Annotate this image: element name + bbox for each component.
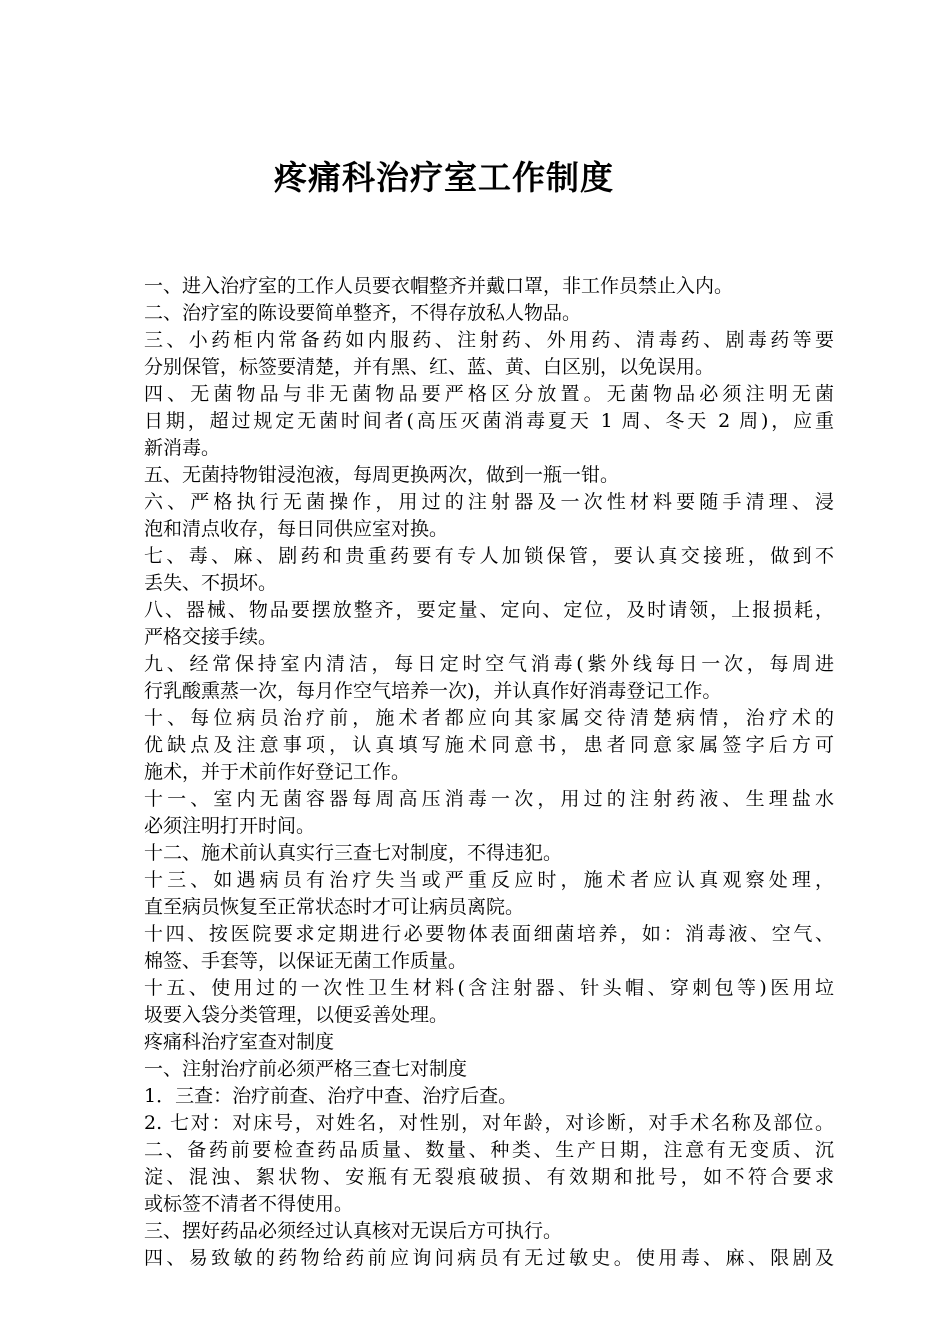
text-line: 棉签、手套等，以保证无菌工作质量。 <box>144 950 468 972</box>
text-line: 三、摆好药品必须经过认真核对无误后方可执行。 <box>144 1220 563 1242</box>
text-line: 十二、施术前认真实行三查七对制度，不得违犯。 <box>144 842 563 864</box>
text-line: 十一、室内无菌容器每周高压消毒一次，用过的注射药液、生理盐水 <box>144 788 834 810</box>
text-line: 二、备药前要检查药品质量、数量、种类、生产日期，注意有无变质、沉 <box>144 1139 834 1161</box>
text-line: 丢失、不损坏。 <box>144 572 278 594</box>
text-line: 九、经常保持室内清洁，每日定时空气消毒(紫外线每日一次，每周进 <box>144 653 834 675</box>
text-line: 二、治疗室的陈设要简单整齐，不得存放私人物品。 <box>144 302 582 324</box>
text-line: 分别保管，标签要清楚，并有黑、红、蓝、黄、白区别，以免误用。 <box>144 356 715 378</box>
text-line: 十、每位病员治疗前，施术者都应向其家属交待清楚病情，治疗术的 <box>144 707 834 729</box>
text-line: 直至病员恢复至正常状态时才可让病员离院。 <box>144 896 525 918</box>
text-line: 一、注射治疗前必须严格三查七对制度 <box>144 1058 468 1080</box>
text-line: 日期，超过规定无菌时间者(高压灭菌消毒夏天 1 周、冬天 2 周)，应重 <box>144 410 834 432</box>
text-line: 1．三查：治疗前查、治疗中查、治疗后查。 <box>144 1085 518 1107</box>
document-body <box>144 273 834 1272</box>
text-line: 淀、混浊、絮状物、安瓶有无裂痕破损、有效期和批号，如不符合要求 <box>144 1166 834 1188</box>
text-line: 圾要入袋分类管理，以便妥善处理。 <box>144 1004 449 1026</box>
text-line: 七、毒、麻、剧药和贵重药要有专人加锁保管，要认真交接班，做到不 <box>144 545 834 567</box>
document-title: 疼痛科治疗室工作制度 <box>274 158 614 197</box>
text-line: 新消毒。 <box>144 437 221 459</box>
text-line: 疼痛科治疗室查对制度 <box>144 1031 335 1053</box>
text-line: 六、严格执行无菌操作，用过的注射器及一次性材料要随手清理、浸 <box>144 491 834 513</box>
text-line: 必须注明打开时间。 <box>144 815 316 837</box>
text-line: 施术，并于术前作好登记工作。 <box>144 761 411 783</box>
text-line: 八、器械、物品要摆放整齐，要定量、定向、定位，及时请领，上报损耗， <box>144 599 834 621</box>
text-line: 2. 七对：对床号，对姓名，对性别，对年龄，对诊断，对手术名称及部位。 <box>144 1112 834 1134</box>
text-line: 一、进入治疗室的工作人员要衣帽整齐并戴口罩，非工作员禁止入内。 <box>144 275 734 297</box>
text-line: 严格交接手续。 <box>144 626 278 648</box>
text-line: 行乳酸熏蒸一次，每月作空气培养一次)，并认真作好消毒登记工作。 <box>144 680 722 702</box>
text-line: 四、无菌物品与非无菌物品要严格区分放置。无菌物品必须注明无菌 <box>144 383 834 405</box>
text-line: 十三、如遇病员有治疗失当或严重反应时，施术者应认真观察处理， <box>144 869 834 891</box>
text-line: 十五、使用过的一次性卫生材料(含注射器、针头帽、穿刺包等)医用垃 <box>144 977 834 999</box>
text-line: 三、小药柜内常备药如内服药、注射药、外用药、清毒药、剧毒药等要 <box>144 329 834 351</box>
text-line: 泡和清点收存，每日同供应室对换。 <box>144 518 449 540</box>
text-line: 或标签不清者不得使用。 <box>144 1193 354 1215</box>
text-line: 优缺点及注意事项，认真填写施术同意书，患者同意家属签字后方可 <box>144 734 834 756</box>
text-line: 四、易致敏的药物给药前应询问病员有无过敏史。使用毒、麻、限剧及 <box>144 1247 834 1269</box>
text-line: 五、无菌持物钳浸泡液，每周更换两次，做到一瓶一钳。 <box>144 464 620 486</box>
text-line: 十四、按医院要求定期进行必要物体表面细菌培养，如：消毒液、空气、 <box>144 923 834 945</box>
